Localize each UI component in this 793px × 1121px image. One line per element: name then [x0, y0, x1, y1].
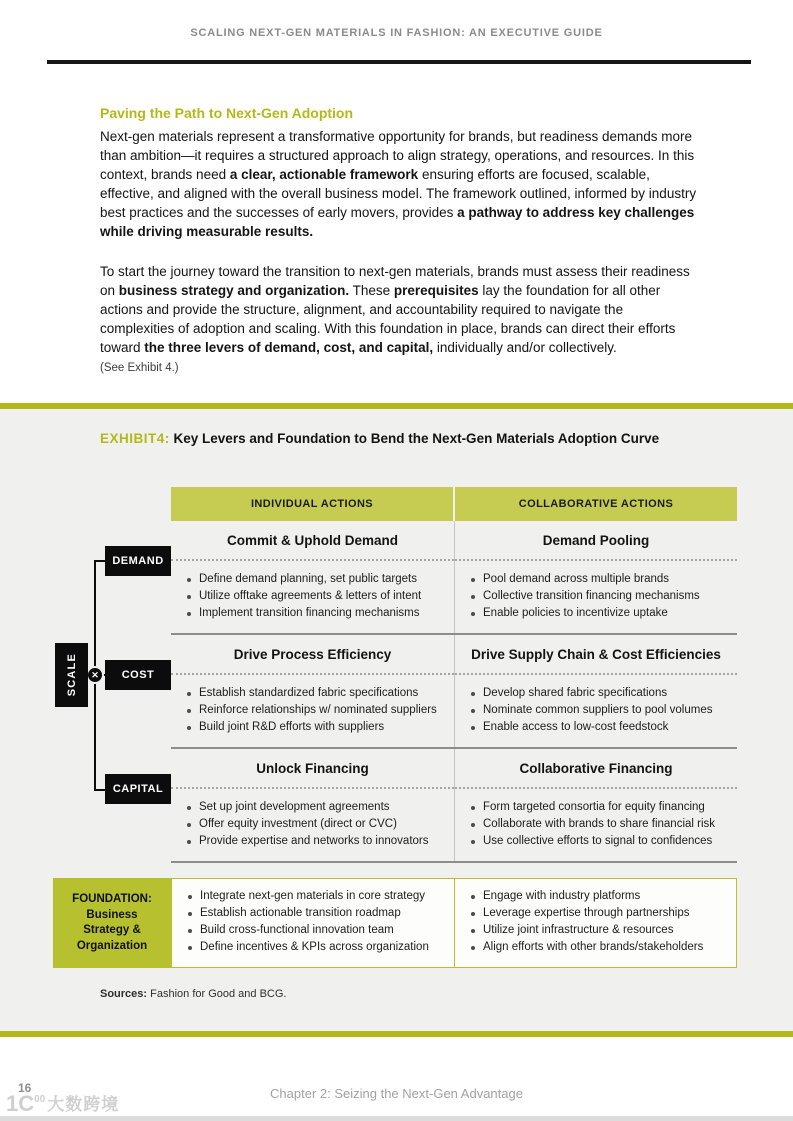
list-item: Establish standardized fabric specifications [185, 685, 448, 702]
cell-cost-collaborative [454, 635, 737, 747]
list-item: Establish actionable transition roadmap [186, 905, 448, 922]
list-item: Define incentives & KPIs across organization [186, 939, 448, 956]
paragraph-text: To start the journey toward the transition to next-gen materials, brands must assess their readiness on [100, 264, 690, 298]
bullet-list [171, 685, 454, 736]
paragraph-bold: a clear, actionable framework [229, 167, 419, 182]
list-item: Align efforts with other brands/stakeholders [469, 939, 730, 956]
connector-capital-stub [94, 789, 105, 791]
foundation-label-line: Business [86, 908, 138, 921]
list-item: Enable policies to incentivize uptake [469, 605, 731, 622]
paragraph-bold: business strategy and organization. [118, 283, 350, 298]
exhibit-caption [100, 430, 740, 448]
cell-title: Drive Process Efficiency [171, 635, 454, 675]
paragraph-1 [100, 127, 700, 241]
cost-label-box: COST [105, 660, 171, 690]
sources-line [100, 988, 287, 1000]
table-row-cost [171, 635, 737, 749]
scale-label-box [55, 643, 88, 707]
bullet-list [455, 888, 736, 956]
list-item: Pool demand across multiple brands [469, 571, 731, 588]
foundation-label-line: Organization [76, 939, 148, 952]
column-header-collaborative: COLLABORATIVE ACTIONS [455, 487, 737, 521]
cell-title: Demand Pooling [455, 521, 737, 561]
scale-label: SCALE [65, 653, 78, 697]
column-header-individual: INDIVIDUAL ACTIONS [171, 487, 453, 521]
list-item: Develop shared fabric specifications [469, 685, 731, 702]
cell-cost-individual [171, 635, 454, 747]
connector-demand-stub [94, 560, 105, 562]
cell-title: Unlock Financing [171, 749, 454, 789]
watermark-text: 大数跨境 [47, 1095, 120, 1114]
foundation-label-box [53, 878, 171, 968]
intro-section [100, 104, 700, 374]
sources-label: Sources: [100, 988, 148, 1000]
list-item: Collaborate with brands to share financial risk [469, 816, 731, 833]
list-item: Offer equity investment (direct or CVC) [185, 816, 448, 833]
list-item: Collective transition financing mechanisms [469, 588, 731, 605]
foundation-individual-cell [171, 878, 455, 968]
header-rule [47, 60, 751, 64]
list-item: Nominate common suppliers to pool volumes [469, 702, 731, 719]
multiply-icon [86, 666, 104, 684]
list-item: Implement transition financing mechanisms [185, 605, 448, 622]
paragraph-2 [100, 262, 700, 357]
list-item: Build cross-functional innovation team [186, 922, 448, 939]
list-item: Reinforce relationships w/ nominated suppliers [185, 702, 448, 719]
bullet-list [171, 799, 454, 850]
cell-capital-collaborative [454, 749, 737, 861]
cell-title: Collaborative Financing [455, 749, 737, 789]
paragraph-text: These [349, 283, 394, 298]
list-item: Set up joint development agreements [185, 799, 448, 816]
running-header: SCALING NEXT-GEN MATERIALS IN FASHION: AN EXECUTIVE GUIDE [190, 27, 603, 39]
list-item: Engage with industry platforms [469, 888, 730, 905]
foundation-collaborative-cell [454, 878, 737, 968]
cell-demand-individual [171, 521, 454, 633]
list-item: Utilize joint infrastructure & resources [469, 922, 730, 939]
list-item: Integrate next-gen materials in core strategy [186, 888, 448, 905]
exhibit-panel-bottom-rule [0, 1031, 793, 1037]
paragraph-text: Next-gen materials represent a transformative opportunity for brands, but readiness demands more than ambition—it requires a structured approach to align strategy, operations, and resources. In this context, brands need [100, 129, 695, 182]
bullet-list [171, 571, 454, 622]
list-item: Utilize offtake agreements & letters of intent [185, 588, 448, 605]
list-item: Use collective efforts to signal to confidences [469, 833, 731, 850]
list-item: Form targeted consortia for equity financing [469, 799, 731, 816]
lever-table [171, 521, 737, 863]
demand-label-box: DEMAND [105, 546, 171, 576]
footer-chapter: Chapter 2: Seizing the Next-Gen Advantage [270, 1086, 523, 1101]
foundation-label-line: FOUNDATION: [72, 893, 152, 905]
exhibit-title: Key Levers and Foundation to Bend the Next-Gen Materials Adoption Curve [173, 431, 660, 446]
paragraph-text: lay the foundation for all other actions and provide the structure, alignment, and accountability required to navigate the complexities of adoption and scaling. With this foundation in place, brands can direct their efforts toward [100, 283, 676, 355]
paragraph-bold: prerequisites [393, 283, 479, 298]
cell-capital-individual [171, 749, 454, 861]
bullet-list [172, 888, 454, 956]
multiply-glyph: ✕ [91, 669, 99, 680]
table-row-demand [171, 521, 737, 635]
list-item: Build joint R&D efforts with suppliers [185, 719, 448, 736]
list-item: Define demand planning, set public targets [185, 571, 448, 588]
table-row-capital [171, 749, 737, 863]
foundation-label-line: Strategy & [83, 924, 141, 936]
bottom-edge-strip [0, 1116, 793, 1121]
exhibit-label: EXHIBIT4: [100, 431, 170, 446]
paragraph-text: individually and/or collectively. [433, 340, 617, 355]
capital-label-box: CAPITAL [105, 774, 171, 804]
list-item: Enable access to low-cost feedstock [469, 719, 731, 736]
cell-title: Drive Supply Chain & Cost Efficiencies [455, 635, 737, 675]
see-exhibit-note: (See Exhibit 4.) [100, 362, 179, 374]
paragraph-text: ensuring efforts are focused, scalable, effective, and aligned with the overall business model. The framework outlined, informed by industry best practices and the successes of early movers, provides [100, 167, 697, 220]
bullet-list [455, 571, 737, 622]
bullet-list [455, 799, 737, 850]
section-heading: Paving the Path to Next-Gen Adoption [100, 105, 354, 121]
sources-text: Fashion for Good and BCG. [147, 988, 287, 1000]
cell-title: Commit & Uphold Demand [171, 521, 454, 561]
watermark-logo-sup: 00 [34, 1094, 46, 1105]
paragraph-bold: a pathway to address key challenges while driving measurable results. [100, 205, 695, 239]
list-item: Provide expertise and networks to innovators [185, 833, 448, 850]
table-column-headers [171, 487, 737, 521]
paragraph-bold: the three levers of demand, cost, and capital, [144, 340, 434, 355]
watermark-logo-text: 1C [6, 1091, 35, 1116]
page-number: 16 [18, 1081, 32, 1095]
cell-demand-collaborative [454, 521, 737, 633]
bullet-list [455, 685, 737, 736]
list-item: Leverage expertise through partnerships [469, 905, 730, 922]
